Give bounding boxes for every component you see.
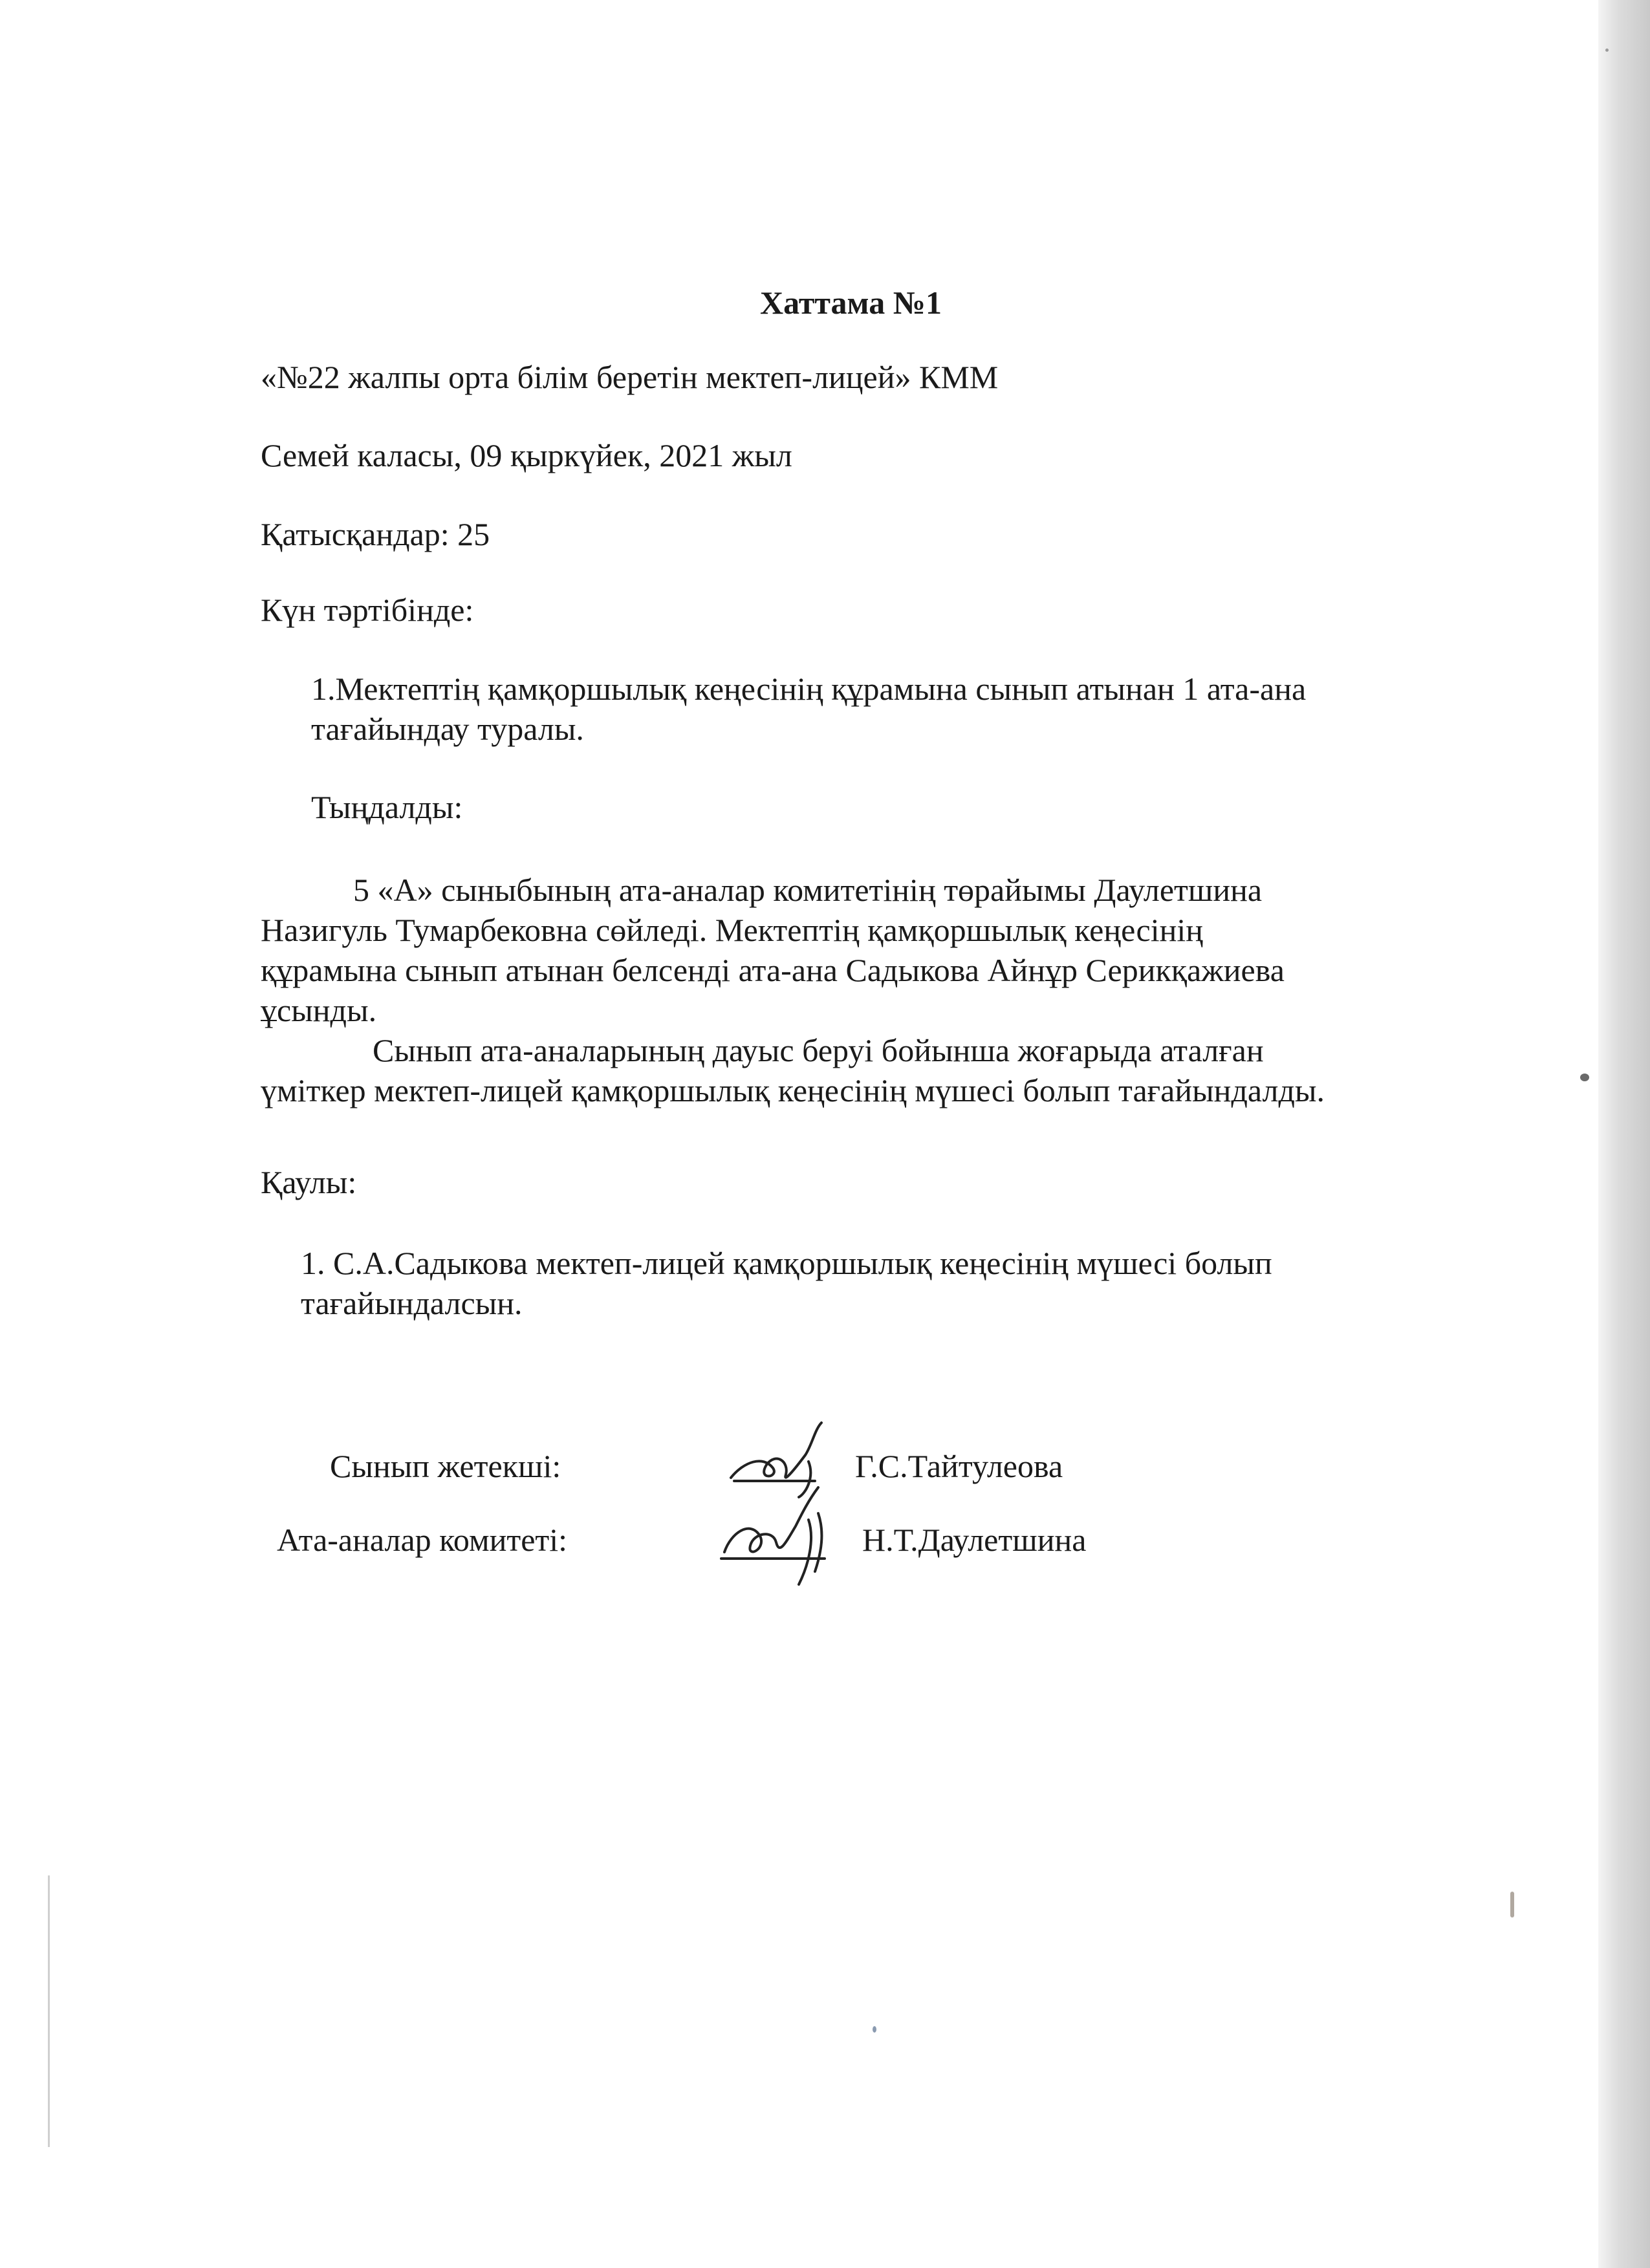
heard-paragraph-line: Сынып ата-аналарының дауыс беруі бойынша жоғарыда аталған — [373, 1032, 1264, 1068]
heard-paragraph-line: Назигуль Тумарбековна сөйледі. Мектептің қамқоршылық кеңесінің — [261, 912, 1204, 948]
heard-paragraph-line: үміткер мектеп-лицей қамқоршылық кеңесінің мүшесі болып тағайындалды. — [261, 1072, 1325, 1108]
heard-paragraph-line: 5 «А» сыныбының ата-аналар комитетінің төрайымы Даулетшина — [353, 872, 1263, 908]
scan-speck — [873, 2026, 876, 2033]
decision-line: тағайындалсын. — [301, 1285, 523, 1321]
heard-paragraph-line: құрамына сынып атынан белсенді ата-ана Садыкова Айнұр Серикқажиева — [261, 952, 1285, 988]
signature-role: Ата-аналар комитеті: — [277, 1522, 568, 1558]
participants-count: Қатысқандар: 25 — [261, 516, 490, 552]
handwritten-signature — [711, 1481, 854, 1591]
signature-name: Г.С.Тайтулеова — [855, 1448, 1063, 1484]
agenda-heading: Күн тәртібінде: — [261, 592, 474, 628]
agenda-item-line: тағайындау туралы. — [311, 711, 584, 747]
organization-name: «№22 жалпы орта білім беретін мектеп-лицей» КММ — [261, 359, 999, 395]
signature-name: Н.Т.Даулетшина — [862, 1522, 1087, 1558]
scan-edge-shadow — [1598, 0, 1650, 2268]
scan-speck — [1580, 1074, 1589, 1081]
decision-line: 1. С.А.Садыкова мектеп-лицей қамқоршылық кеңесінің мүшесі болып — [301, 1245, 1272, 1281]
agenda-item-line: 1.Мектептің қамқоршылық кеңесінің құрамына сынып атынан 1 ата-ана — [311, 671, 1307, 707]
decision-heading: Қаулы: — [261, 1164, 357, 1200]
heard-heading: Тыңдалды: — [311, 789, 463, 825]
heard-paragraph-line: ұсынды. — [261, 992, 377, 1028]
signature-role: Сынып жетекші: — [330, 1448, 561, 1484]
scan-speck — [1605, 49, 1609, 52]
scan-line-artifact — [48, 1875, 50, 2147]
document-title: Хаттама №1 — [760, 285, 942, 321]
place-date: Семей каласы, 09 қыркүйек, 2021 жыл — [261, 437, 792, 473]
scan-speck — [1510, 1892, 1514, 1917]
